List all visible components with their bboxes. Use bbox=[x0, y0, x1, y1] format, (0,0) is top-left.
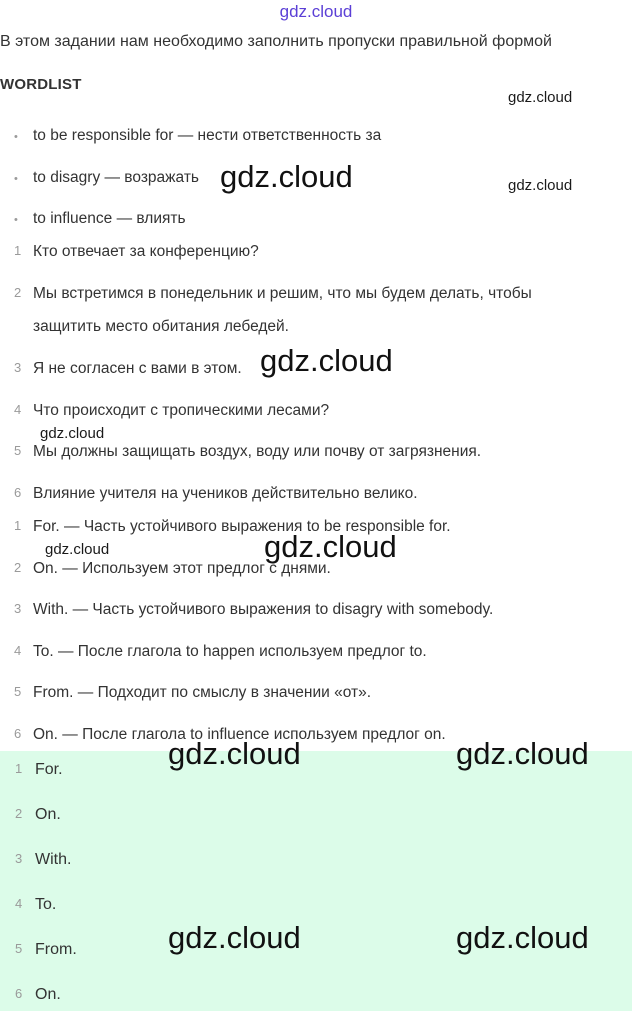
explanation-text: For. — Часть устойчивого выражения to be responsible for. bbox=[33, 518, 451, 535]
bullet-marker: • bbox=[14, 214, 18, 226]
item-number: 5 bbox=[14, 684, 22, 699]
answers-panel bbox=[0, 751, 632, 1011]
item-number: 5 bbox=[14, 443, 22, 458]
item-number: 2 bbox=[14, 285, 22, 300]
translation-text: защитить место обитания лебедей. bbox=[33, 318, 289, 335]
item-number: 2 bbox=[14, 560, 22, 575]
watermark: gdz.cloud bbox=[456, 920, 589, 955]
watermark: gdz.cloud bbox=[456, 736, 589, 771]
explanation-text: To. — После глагола to happen используем предлог to. bbox=[33, 643, 427, 660]
item-number: 1 bbox=[14, 518, 22, 533]
wordlist-item-text: to influence — влиять bbox=[33, 210, 186, 227]
item-number: 1 bbox=[14, 243, 22, 258]
translation-text: Мы встретимся в понедельник и решим, что мы будем делать, чтобы bbox=[33, 285, 532, 302]
wordlist-item-text: to be responsible for — нести ответственность за bbox=[33, 127, 382, 144]
item-number: 1 bbox=[15, 761, 23, 776]
translation-text: Я не согласен с вами в этом. bbox=[33, 360, 242, 377]
explanation-text: On. — Используем этот предлог с днями. bbox=[33, 560, 331, 577]
watermark: gdz.cloud bbox=[168, 736, 301, 771]
answer-text: On. bbox=[35, 806, 61, 823]
watermark: gdz.cloud bbox=[168, 920, 301, 955]
item-number: 3 bbox=[15, 851, 23, 866]
explanation-text: On. — После глагола to influence используем предлог on. bbox=[33, 726, 446, 743]
item-number: 3 bbox=[14, 601, 22, 616]
watermark: gdz.cloud bbox=[40, 425, 105, 442]
watermark: gdz.cloud bbox=[508, 89, 573, 106]
item-number: 3 bbox=[14, 360, 22, 375]
watermark: gdz.cloud bbox=[260, 343, 393, 378]
watermark: gdz.cloud bbox=[45, 541, 110, 558]
wordlist-item-text: to disagry — возражать bbox=[33, 169, 199, 186]
answer-text: With. bbox=[35, 851, 72, 868]
watermark: gdz.cloud bbox=[264, 529, 397, 564]
wordlist-heading: WORDLIST bbox=[0, 76, 82, 93]
answer-text: On. bbox=[35, 986, 61, 1003]
explanation-text: With. — Часть устойчивого выражения to disagry with somebody. bbox=[33, 601, 494, 618]
answer-text: To. bbox=[35, 896, 57, 913]
item-number: 6 bbox=[14, 485, 22, 500]
item-number: 5 bbox=[15, 941, 23, 956]
item-number: 2 bbox=[15, 806, 23, 821]
item-number: 4 bbox=[14, 643, 22, 658]
translation-text: Мы должны защищать воздух, воду или почву от загрязнения. bbox=[33, 443, 482, 460]
intro-text: В этом задании нам необходимо заполнить пропуски правильной формой bbox=[0, 33, 552, 50]
item-number: 4 bbox=[15, 896, 23, 911]
item-number: 6 bbox=[15, 986, 23, 1001]
watermark: gdz.cloud bbox=[220, 159, 353, 194]
watermark: gdz.cloud bbox=[508, 177, 573, 194]
translation-text: Что происходит с тропическими лесами? bbox=[33, 402, 330, 419]
bullet-marker: • bbox=[14, 173, 18, 185]
answer-text: From. bbox=[35, 941, 77, 958]
item-number: 6 bbox=[14, 726, 22, 741]
translation-text: Влияние учителя на учеников действительно велико. bbox=[33, 485, 418, 502]
site-logo[interactable]: gdz.cloud bbox=[279, 2, 353, 21]
answer-text: For. bbox=[35, 761, 63, 778]
item-number: 4 bbox=[14, 402, 22, 417]
bullet-marker: • bbox=[14, 131, 18, 143]
translation-text: Кто отвечает за конференцию? bbox=[33, 243, 259, 260]
explanation-text: From. — Подходит по смыслу в значении «от». bbox=[33, 684, 372, 701]
